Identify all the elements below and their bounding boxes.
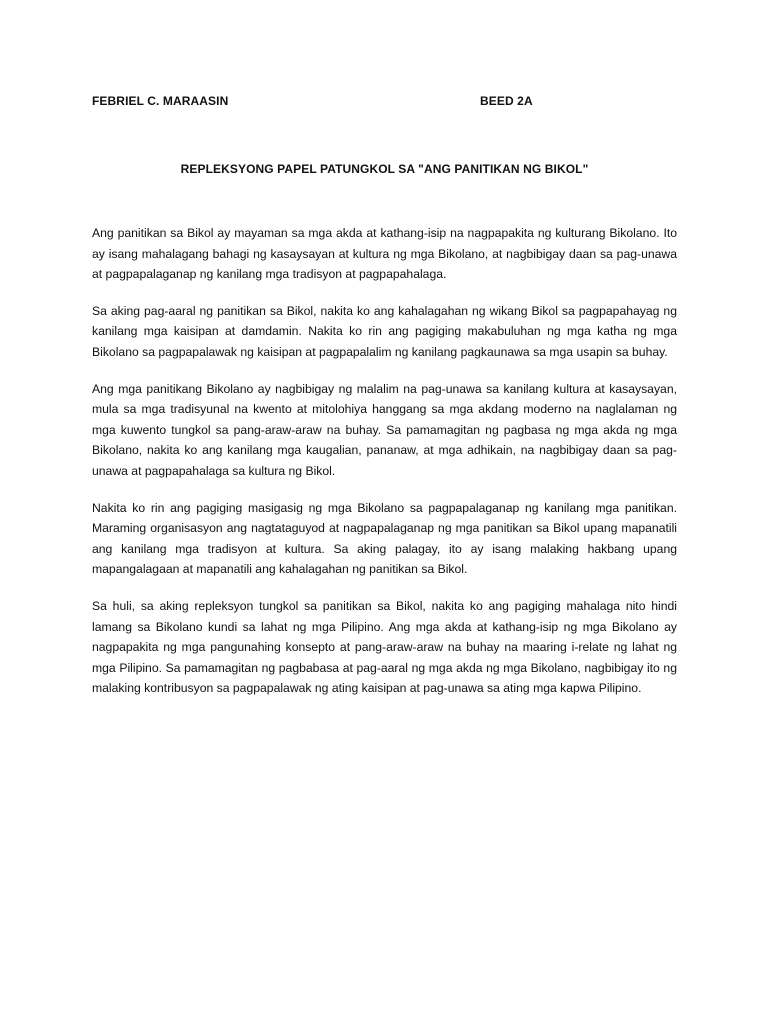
document-body [92,223,677,715]
paragraph-4: Nakita ko rin ang pagiging masigasig ng mga Bikolano sa pagpapalaganap ng kanilang mga panitikan. Maraming organisasyon ang nagtataguyod at nagpapalaganap ng mga panitikan sa Bikol upang mapanatili ang kanilang mga tradisyon at kultura. Sa aking palagay, ito ay isang malaking hakbang upang mapangalagaan at mapanatili ang kahalagahan ng panitikan sa Bikol. [92,500,677,577]
course-section: BEED 2A [480,94,533,108]
document-title: REPLEKSYONG PAPEL PATUNGKOL SA "ANG PANITIKAN NG BIKOL" [180,162,589,176]
paragraph-3: Ang mga panitikang Bikolano ay nagbibigay ng malalim na pag-unawa sa kanilang kultura at kasaysayan, mula sa mga tradisyunal na kwento at mitolohiya hanggang sa mga akdang moderno na naglalaman ng mga kuwento tungkol sa pang-araw-araw na buhay. Sa pamamagitan ng pagbasa ng mga akda ng mga Bikolano, nakita ko ang kanilang mga kaugalian, pananaw, at mga adhikain, na nagbibigay daan sa pag-unawa at pagpapahalaga sa kultura ng Bikol. [92,381,677,478]
paragraph-5: Sa huli, sa aking repleksyon tungkol sa panitikan sa Bikol, nakita ko ang pagiging mahalaga nito hindi lamang sa Bikolano kundi sa lahat ng mga Pilipino. Ang mga akda at kathang-isip ng mga Bikolano ay nagpapakita ng mga pangunahing konsepto at pang-araw-araw na buhay na maaring i-relate ng lahat ng mga Pilipino. Sa pamamagitan ng pagbabasa at pag-aaral ng mga akda ng mga Bikolano, nagbibigay ito ng malaking kontribusyon sa pagpapalawak ng ating kaisipan at pag-unawa sa ating mga kapwa Pilipino. [92,598,677,696]
paragraph-2: Sa aking pag-aaral ng panitikan sa Bikol, nakita ko ang kahalagahan ng wikang Bikol sa pagpapahayag ng kanilang mga kaisipan at damdamin. Nakita ko rin ang pagiging makabuluhan ng mga katha ng mga Bikolano sa pagpapalawak ng kaisipan at pagpapalalim ng kanilang pagkaunawa sa mga usapin sa buhay. [92,303,677,359]
document-header [92,94,682,112]
author-name: FEBRIEL C. MARAASIN [92,94,229,108]
paragraph-1: Ang panitikan sa Bikol ay mayaman sa mga akda at kathang-isip na nagpapakita ng kulturang Bikolano. Ito ay isang mahalagang bahagi ng kasaysayan at kultura ng mga Bikolano, at nagbibigay daan sa pag-unawa at pagpapalaganap ng kanilang mga tradisyon at pagpapahalaga. [92,226,677,282]
